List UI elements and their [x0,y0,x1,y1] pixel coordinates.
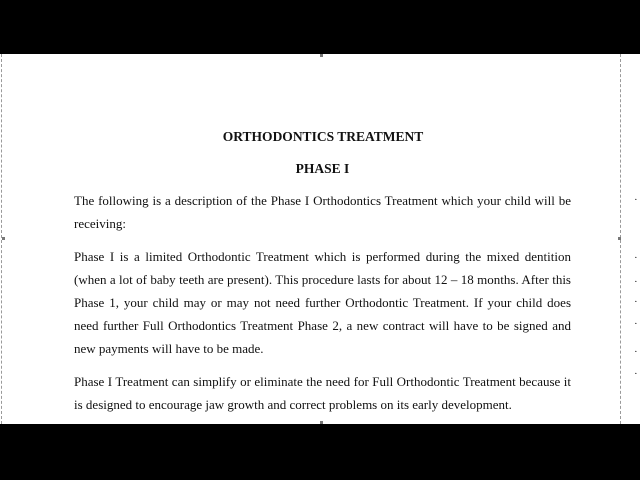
document-body [74,128,571,416]
paragraph-intro: The following is a description of the Phase I Orthodontics Treatment which your child will be receiving: [74,193,571,231]
document-subtitle: PHASE I [295,161,350,176]
document-viewport [0,54,640,424]
page-handle-right [618,237,621,240]
next-page-edge: · · · · · · · [634,194,638,380]
paragraph-benefits: Phase I Treatment can simplify or eliminate the need for Full Orthodontic Treatment because it is designed to encourage jaw growth and correct problems on its early development. [74,374,571,412]
page-handle-left [2,237,5,240]
paragraph-phase-description: Phase I is a limited Orthodontic Treatment which is performed during the mixed dentition (when a lot of baby teeth are present). This procedure lasts for about 12 – 18 months. After this Phase 1, your child may or may not need further Orthodontic Treatment. If your child does need further Full Orthodontics Treatment Phase 2, a new contract will have to be signed and new payments will have to be made. [74,249,571,356]
document-page [1,54,621,424]
page-handle-bottom [320,421,323,424]
page-handle-top [320,54,323,57]
document-title: ORTHODONTICS TREATMENT [222,129,424,144]
